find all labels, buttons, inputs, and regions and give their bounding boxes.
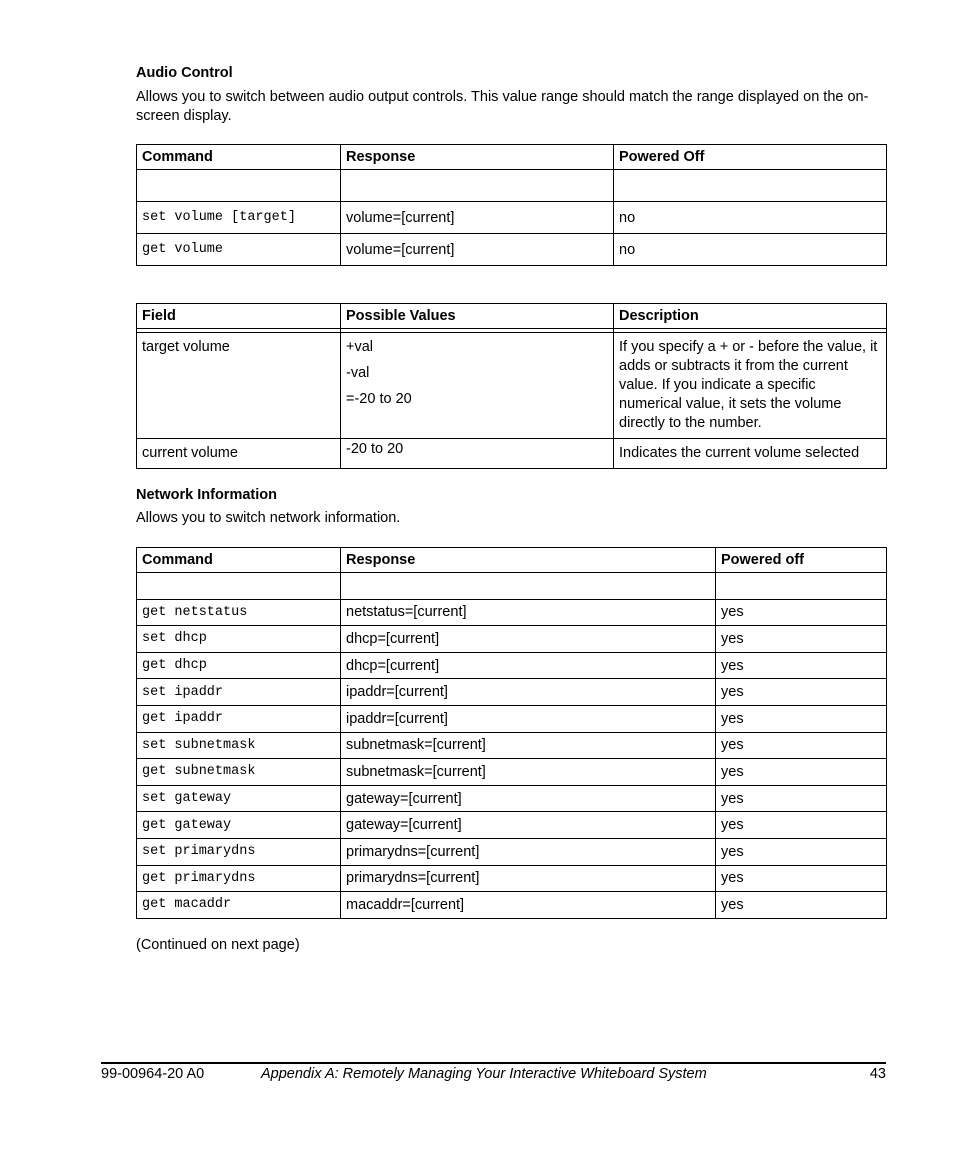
continued-note: (Continued on next page) xyxy=(136,936,300,953)
command-cell: get macaddr xyxy=(137,892,341,919)
page-content xyxy=(136,60,886,955)
response-cell: dhcp=[current] xyxy=(341,626,716,653)
header-separator xyxy=(137,573,887,600)
header-separator xyxy=(137,170,887,202)
table-row xyxy=(137,892,887,919)
command-cell: set gateway xyxy=(137,785,341,812)
header-command: Command xyxy=(137,145,341,170)
table-row xyxy=(137,626,887,653)
powered-off-cell: yes xyxy=(716,705,887,732)
response-cell: primarydns=[current] xyxy=(341,838,716,865)
command-cell: get gateway xyxy=(137,812,341,839)
command-cell: set ipaddr xyxy=(137,679,341,706)
footer-title: Appendix A: Remotely Managing Your Interactive Whiteboard System xyxy=(261,1066,707,1082)
header-response: Response xyxy=(341,548,716,573)
response-cell: primarydns=[current] xyxy=(341,865,716,892)
table-row xyxy=(137,333,887,439)
header-possible-values: Possible Values xyxy=(341,304,614,329)
value-line: +val xyxy=(346,339,374,355)
table-row xyxy=(137,705,887,732)
powered-off-cell: yes xyxy=(716,599,887,626)
header-response: Response xyxy=(341,145,614,170)
command-cell: set primarydns xyxy=(137,838,341,865)
description-cell: Indicates the current volume selected xyxy=(614,439,887,469)
table-row xyxy=(137,234,887,266)
command-cell: set subnetmask xyxy=(137,732,341,759)
header-description: Description xyxy=(614,304,887,329)
header-command: Command xyxy=(137,548,341,573)
audio-control-heading: Audio Control xyxy=(136,65,233,81)
network-information-description: Allows you to switch network information. xyxy=(136,510,401,526)
table-row xyxy=(137,838,887,865)
table-row xyxy=(137,865,887,892)
response-cell: ipaddr=[current] xyxy=(341,679,716,706)
table-row xyxy=(137,812,887,839)
response-cell: macaddr=[current] xyxy=(341,892,716,919)
value-line: =-20 to 20 xyxy=(346,391,412,407)
possible-values-cell xyxy=(341,333,614,439)
command-cell: set dhcp xyxy=(137,626,341,653)
footer-document-number: 99-00964-20 A0 xyxy=(101,1066,205,1082)
command-cell: get subnetmask xyxy=(137,759,341,786)
response-cell: gateway=[current] xyxy=(341,812,716,839)
powered-off-cell: yes xyxy=(716,732,887,759)
value-line: -val xyxy=(346,365,370,381)
powered-off-cell: yes xyxy=(716,785,887,812)
network-command-table xyxy=(136,547,887,919)
response-cell: netstatus=[current] xyxy=(341,599,716,626)
table-row xyxy=(137,679,887,706)
command-cell: get netstatus xyxy=(137,599,341,626)
header-field: Field xyxy=(137,304,341,329)
powered-off-cell: yes xyxy=(716,679,887,706)
powered-off-cell: yes xyxy=(716,759,887,786)
command-cell: get dhcp xyxy=(137,652,341,679)
powered-off-cell: yes xyxy=(716,652,887,679)
powered-off-cell: yes xyxy=(716,865,887,892)
command-cell: get ipaddr xyxy=(137,705,341,732)
command-cell: get primarydns xyxy=(137,865,341,892)
header-powered-off: Powered Off xyxy=(614,145,887,170)
table-row xyxy=(137,732,887,759)
table-row xyxy=(137,202,887,234)
table-header-row xyxy=(137,304,887,329)
footer-rule xyxy=(101,1062,886,1064)
response-cell: dhcp=[current] xyxy=(341,652,716,679)
table-header-row xyxy=(137,548,887,573)
response-cell: subnetmask=[current] xyxy=(341,732,716,759)
network-command-rows xyxy=(137,599,887,918)
powered-off-cell: yes xyxy=(716,812,887,839)
description-cell: If you specify a + or - before the value, it adds or subtracts it from the current value. If you indicate a specific numerical value, it sets the volume directly to the number. xyxy=(614,333,887,439)
response-cell: volume=[current] xyxy=(341,202,614,234)
powered-off-cell: no xyxy=(614,234,887,266)
footer-page-number: 43 xyxy=(869,1066,886,1082)
response-cell: volume=[current] xyxy=(341,234,614,266)
audio-command-table xyxy=(136,144,887,266)
command-cell: get volume xyxy=(137,234,341,266)
response-cell: ipaddr=[current] xyxy=(341,705,716,732)
table-row xyxy=(137,599,887,626)
network-information-heading: Network Information xyxy=(136,487,277,503)
audio-control-description: Allows you to switch between audio output controls. This value range should match the range displayed on the on-screen display. xyxy=(136,89,869,124)
field-cell: target volume xyxy=(137,333,341,439)
response-cell: gateway=[current] xyxy=(341,785,716,812)
powered-off-cell: no xyxy=(614,202,887,234)
possible-values-cell: -20 to 20 xyxy=(341,439,614,469)
table-row xyxy=(137,652,887,679)
response-cell: subnetmask=[current] xyxy=(341,759,716,786)
command-cell: set volume [target] xyxy=(137,202,341,234)
audio-field-table xyxy=(136,303,887,469)
table-row xyxy=(137,785,887,812)
table-row xyxy=(137,439,887,469)
table-header-row xyxy=(137,145,887,170)
powered-off-cell: yes xyxy=(716,892,887,919)
field-cell: current volume xyxy=(137,439,341,469)
powered-off-cell: yes xyxy=(716,626,887,653)
table-row xyxy=(137,759,887,786)
header-powered-off: Powered off xyxy=(716,548,887,573)
powered-off-cell: yes xyxy=(716,838,887,865)
